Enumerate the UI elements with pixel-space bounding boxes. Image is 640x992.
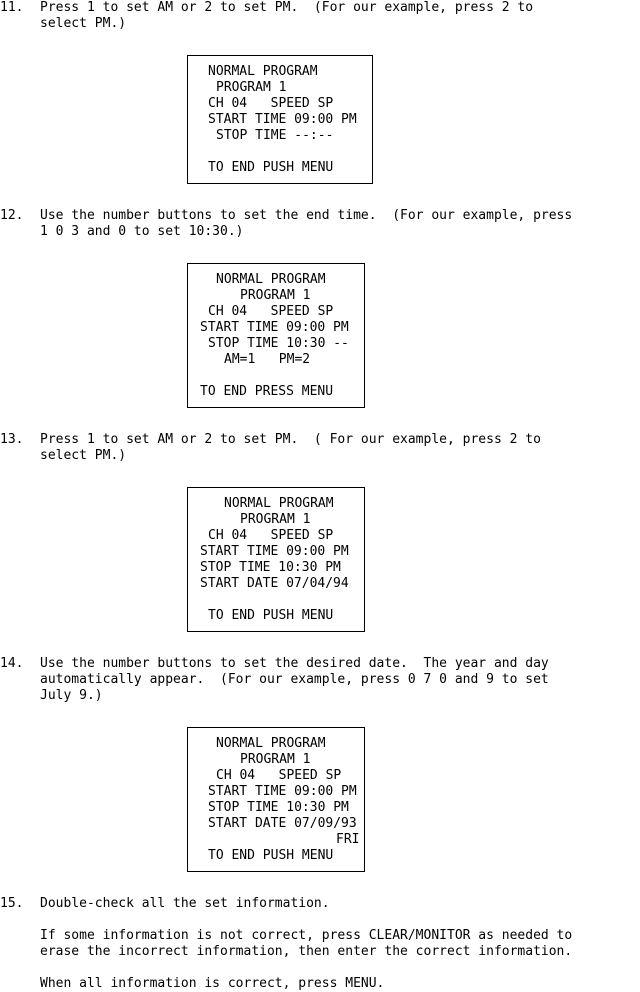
screen-2-line-6: AM=1 PM=2 [224,352,311,367]
screen-4-line-7: FRI [336,832,360,847]
screen-4-line-5: STOP TIME 10:30 PM [208,800,349,815]
step-15-para-3-line-1: When all information is correct, press MENU. [40,976,385,991]
screen-2-line-2: PROGRAM 1 [240,288,311,303]
display-screen-3 [187,487,365,632]
step-14-number: 14. [0,656,24,671]
display-screen-4 [187,727,365,872]
step-11-number: 11. [0,0,24,15]
step-14-text-line-2: automatically appear. (For our example, press 0 7 0 and 9 to set [40,672,549,687]
step-14-text-line-3: July 9.) [40,688,103,703]
screen-1-line-5: STOP TIME --:-- [216,128,334,143]
step-15-para-2-line-1: If some information is not correct, press CLEAR/MONITOR as needed to [40,928,573,943]
display-screen-2 [187,263,365,408]
step-12-number: 12. [0,208,24,223]
step-11-text-line-1: Press 1 to set AM or 2 to set PM. (For our example, press 2 to [40,0,534,15]
screen-2-line-7: TO END PRESS MENU [200,384,334,399]
step-12-text-line-2: 1 0 3 and 0 to set 10:30.) [40,224,244,239]
screen-2-line-3: CH 04 SPEED SP [208,304,334,319]
screen-3-line-6: START DATE 07/04/94 [200,576,349,591]
display-screen-1 [187,55,373,184]
screen-3-line-4: START TIME 09:00 PM [200,544,349,559]
screen-4-line-4: START TIME 09:00 PM [208,784,357,799]
step-15-text-line-1: Double-check all the set information. [40,896,330,911]
step-13-text-line-2: select PM.) [40,448,127,463]
screen-1-line-6: TO END PUSH MENU [208,160,334,175]
step-15-number: 15. [0,896,24,911]
screen-3-line-1: NORMAL PROGRAM [224,496,334,511]
screen-4-line-2: PROGRAM 1 [240,752,311,767]
screen-4-line-8: TO END PUSH MENU [208,848,334,863]
step-12-text-line-1: Use the number buttons to set the end time. (For our example, press [40,208,573,223]
step-13-number: 13. [0,432,24,447]
screen-1-line-1: NORMAL PROGRAM [208,64,318,79]
screen-2-line-4: START TIME 09:00 PM [200,320,349,335]
screen-3-line-7: TO END PUSH MENU [208,608,334,623]
screen-2-line-1: NORMAL PROGRAM [216,272,326,287]
screen-3-line-2: PROGRAM 1 [240,512,311,527]
step-11-text-line-2: select PM.) [40,16,127,31]
screen-2-line-5: STOP TIME 10:30 -- [208,336,349,351]
step-14-text-line-1: Use the number buttons to set the desired date. The year and day [40,656,549,671]
screen-3-line-5: STOP TIME 10:30 PM [200,560,341,575]
screen-1-line-3: CH 04 SPEED SP [208,96,334,111]
screen-1-line-2: PROGRAM 1 [216,80,287,95]
screen-1-line-4: START TIME 09:00 PM [208,112,357,127]
screen-3-line-3: CH 04 SPEED SP [208,528,334,543]
screen-4-line-3: CH 04 SPEED SP [216,768,342,783]
screen-4-line-1: NORMAL PROGRAM [216,736,326,751]
step-15-para-2-line-2: erase the incorrect information, then enter the correct information. [40,944,573,959]
screen-4-line-6: START DATE 07/09/93 [208,816,357,831]
step-13-text-line-1: Press 1 to set AM or 2 to set PM. ( For our example, press 2 to [40,432,541,447]
